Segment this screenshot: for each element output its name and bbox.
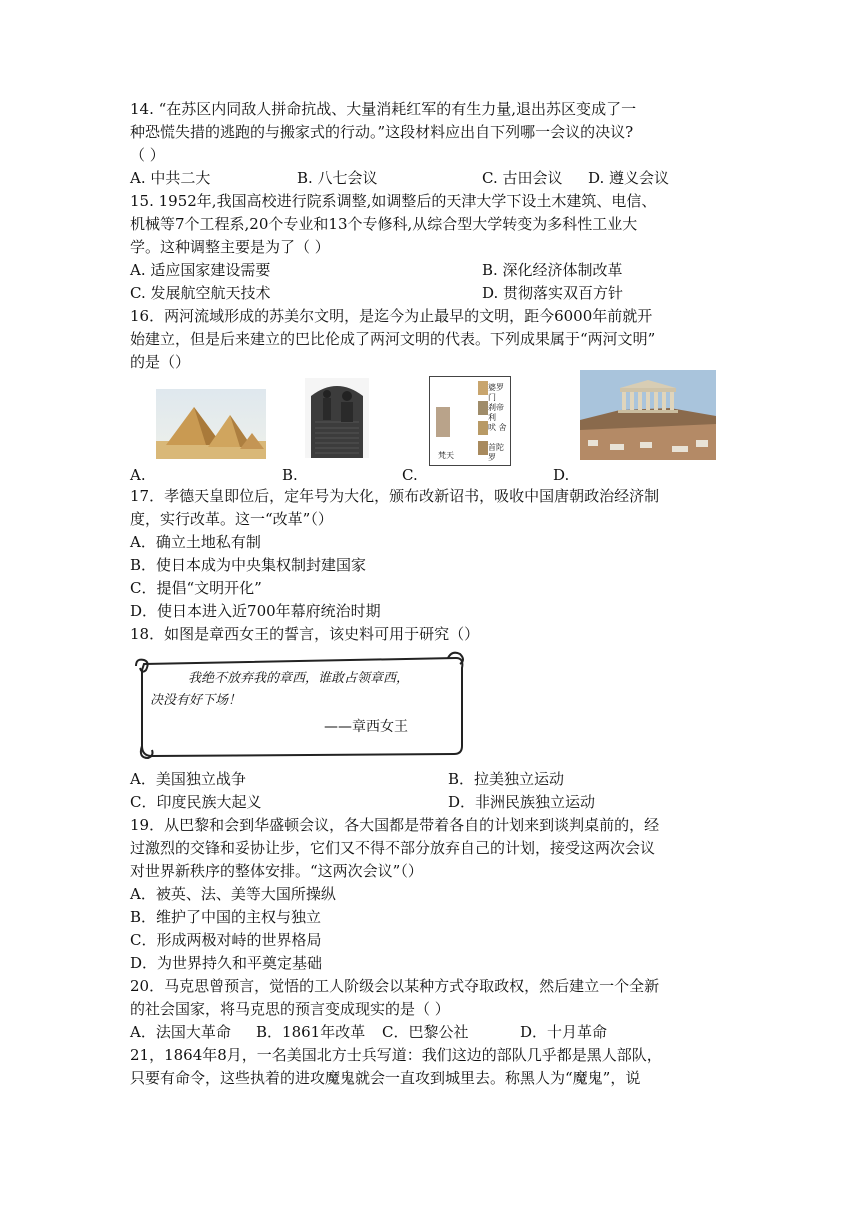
- q19-option-b[interactable]: B．维护了中国的主权与独立: [130, 908, 322, 926]
- q18-option-c[interactable]: C．印度民族大起义: [130, 793, 262, 811]
- caste-label: 刹帝利: [488, 403, 504, 422]
- q16-stem-line: 始建立，但是后来建立的巴比伦成了两河文明的代表。下列成果属于“两河文明”: [130, 330, 656, 348]
- q17-option-d[interactable]: D．使日本进入近700年幕府统治时期: [130, 602, 381, 620]
- q15-option-c[interactable]: C. 发展航空航天技术: [130, 284, 271, 302]
- question-14: [130, 98, 740, 190]
- q20-option-d[interactable]: D．十月革命: [520, 1023, 608, 1041]
- question-20: [130, 975, 740, 1044]
- q14-stem-line: （ ）: [130, 146, 165, 164]
- pyramids-image[interactable]: [156, 389, 266, 459]
- q14-option-a[interactable]: A. 中共二大: [130, 169, 211, 187]
- q20-stem-line: 20．马克思曾预言，觉悟的工人阶级会以某种方式夺取政权，然后建立一个全新: [130, 977, 660, 995]
- q20-option-a[interactable]: A．法国大革命: [130, 1023, 231, 1041]
- q18-options: [130, 791, 740, 814]
- q14-option-d[interactable]: D. 遵义会议: [588, 169, 670, 187]
- q16-image-options: [130, 380, 740, 485]
- q15-option-a[interactable]: A. 适应国家建设需要: [130, 261, 271, 279]
- caste-figure: [478, 441, 488, 455]
- quote-signature: ——章西女王: [324, 719, 408, 735]
- question-21: [130, 1044, 740, 1090]
- caste-figure: [478, 421, 488, 435]
- q19-stem-line: 19．从巴黎和会到华盛顿会议，各大国都是带着各自的计划来到谈判桌前的，经: [130, 816, 660, 834]
- quote-line: 我绝不放弃我的章西，谁敢占领章西，: [188, 671, 410, 686]
- q17-option-a[interactable]: A．确立土地私有制: [130, 533, 261, 551]
- q14-stem-line: 种恐慌失措的逃跑的与搬家式的行动。”这段材料应出自下列哪一会议的决议?: [130, 123, 634, 141]
- q17-stem-line: 17．孝德天皇即位后，定年号为大化，颁布改新诏书，吸收中国唐朝政治经济制: [130, 487, 660, 505]
- exam-page: [130, 98, 740, 1090]
- brahma-label: 梵天: [438, 451, 454, 460]
- q18-option-b[interactable]: B．拉美独立运动: [448, 770, 565, 788]
- q16-option-d-label[interactable]: D.: [553, 466, 570, 484]
- q14-stem-line: 14. “在苏区内同敌人拼命抗战、大量消耗红军的有生力量,退出苏区变成了一: [130, 100, 637, 118]
- q14-option-c[interactable]: C. 古田会议: [482, 169, 563, 187]
- caste-label: 吠 舍: [488, 423, 507, 432]
- q18-options: [130, 768, 740, 791]
- q15-stem-line: 学。这种调整主要是为了（ ）: [130, 238, 330, 256]
- q17-option-c[interactable]: C．提倡“文明开化”: [130, 579, 262, 597]
- q18-stem-line: 18．如图是章西女王的誓言，该史料可用于研究（）: [130, 625, 480, 643]
- q19-stem-line: 对世界新秩序的整体安排。“这两次会议”（）: [130, 862, 423, 880]
- q19-option-c[interactable]: C．形成两极对峙的世界格局: [130, 931, 322, 949]
- q16-option-a-label[interactable]: A.: [130, 466, 146, 484]
- brahma-figure: [436, 407, 450, 437]
- q19-stem-line: 过激烈的交锋和妥协让步，它们又不得不部分放弃自己的计划，接受这两次会议: [130, 839, 656, 857]
- q16-option-b-label[interactable]: B.: [282, 466, 298, 484]
- question-19: [130, 814, 740, 975]
- caste-label: 首陀罗: [488, 443, 504, 462]
- q16-stem-line: 的是（）: [130, 353, 191, 371]
- q15-stem-line: 机械等7个工程系,20个专业和13个专修科,从综合型大学转变为多科性工业大: [130, 215, 638, 233]
- q14-options: [130, 167, 740, 190]
- caste-system-chart[interactable]: [429, 376, 511, 466]
- question-17: [130, 485, 740, 623]
- q20-option-c[interactable]: C．巴黎公社: [382, 1023, 469, 1041]
- q15-stem-line: 15. 1952年,我国高校进行院系调整,如调整后的天津大学下设土木建筑、电信、: [130, 192, 657, 210]
- question-16: [130, 305, 740, 485]
- parthenon-image[interactable]: [580, 370, 716, 460]
- q18-option-d[interactable]: D．非洲民族独立运动: [448, 793, 596, 811]
- q20-option-b[interactable]: B．1861年改革: [256, 1023, 366, 1041]
- q14-option-b[interactable]: B. 八七会议: [297, 169, 378, 187]
- q16-option-c-label[interactable]: C.: [402, 466, 418, 484]
- scroll-quote-box: [130, 650, 740, 762]
- hammurabi-stele-image[interactable]: [305, 378, 369, 458]
- caste-label: 婆罗门: [488, 383, 504, 402]
- q21-stem-line: 只要有命令，这些执着的进攻魔鬼就会一直攻到城里去。称黑人为“魔鬼”，说: [130, 1069, 641, 1087]
- quote-line: 决没有好下场！: [150, 693, 242, 708]
- caste-figure: [478, 401, 488, 415]
- caste-figure: [478, 381, 488, 395]
- q19-option-a[interactable]: A．被英、法、美等大国所操纵: [130, 885, 336, 903]
- question-15: [130, 190, 740, 305]
- q21-stem-line: 21，1864年8月，一名美国北方士兵写道：我们这边的部队几乎都是黑人部队，: [130, 1046, 662, 1064]
- q18-option-a[interactable]: A．美国独立战争: [130, 770, 246, 788]
- q15-options: [130, 259, 740, 282]
- q15-option-b[interactable]: B. 深化经济体制改革: [482, 261, 623, 279]
- q15-options: [130, 282, 740, 305]
- q19-option-d[interactable]: D．为世界持久和平奠定基础: [130, 954, 323, 972]
- question-18: [130, 623, 740, 814]
- q16-stem-line: 16．两河流域形成的苏美尔文明，是迄今为止最早的文明，距今6000年前就开: [130, 307, 653, 325]
- q17-option-b[interactable]: B．使日本成为中央集权制封建国家: [130, 556, 367, 574]
- q20-stem-line: 的社会国家，将马克思的预言变成现实的是（ ）: [130, 1000, 450, 1018]
- q17-stem-line: 度，实行改革。这一“改革”（）: [130, 510, 333, 528]
- q20-options: [130, 1021, 740, 1044]
- q15-option-d[interactable]: D. 贯彻落实双百方针: [482, 284, 624, 302]
